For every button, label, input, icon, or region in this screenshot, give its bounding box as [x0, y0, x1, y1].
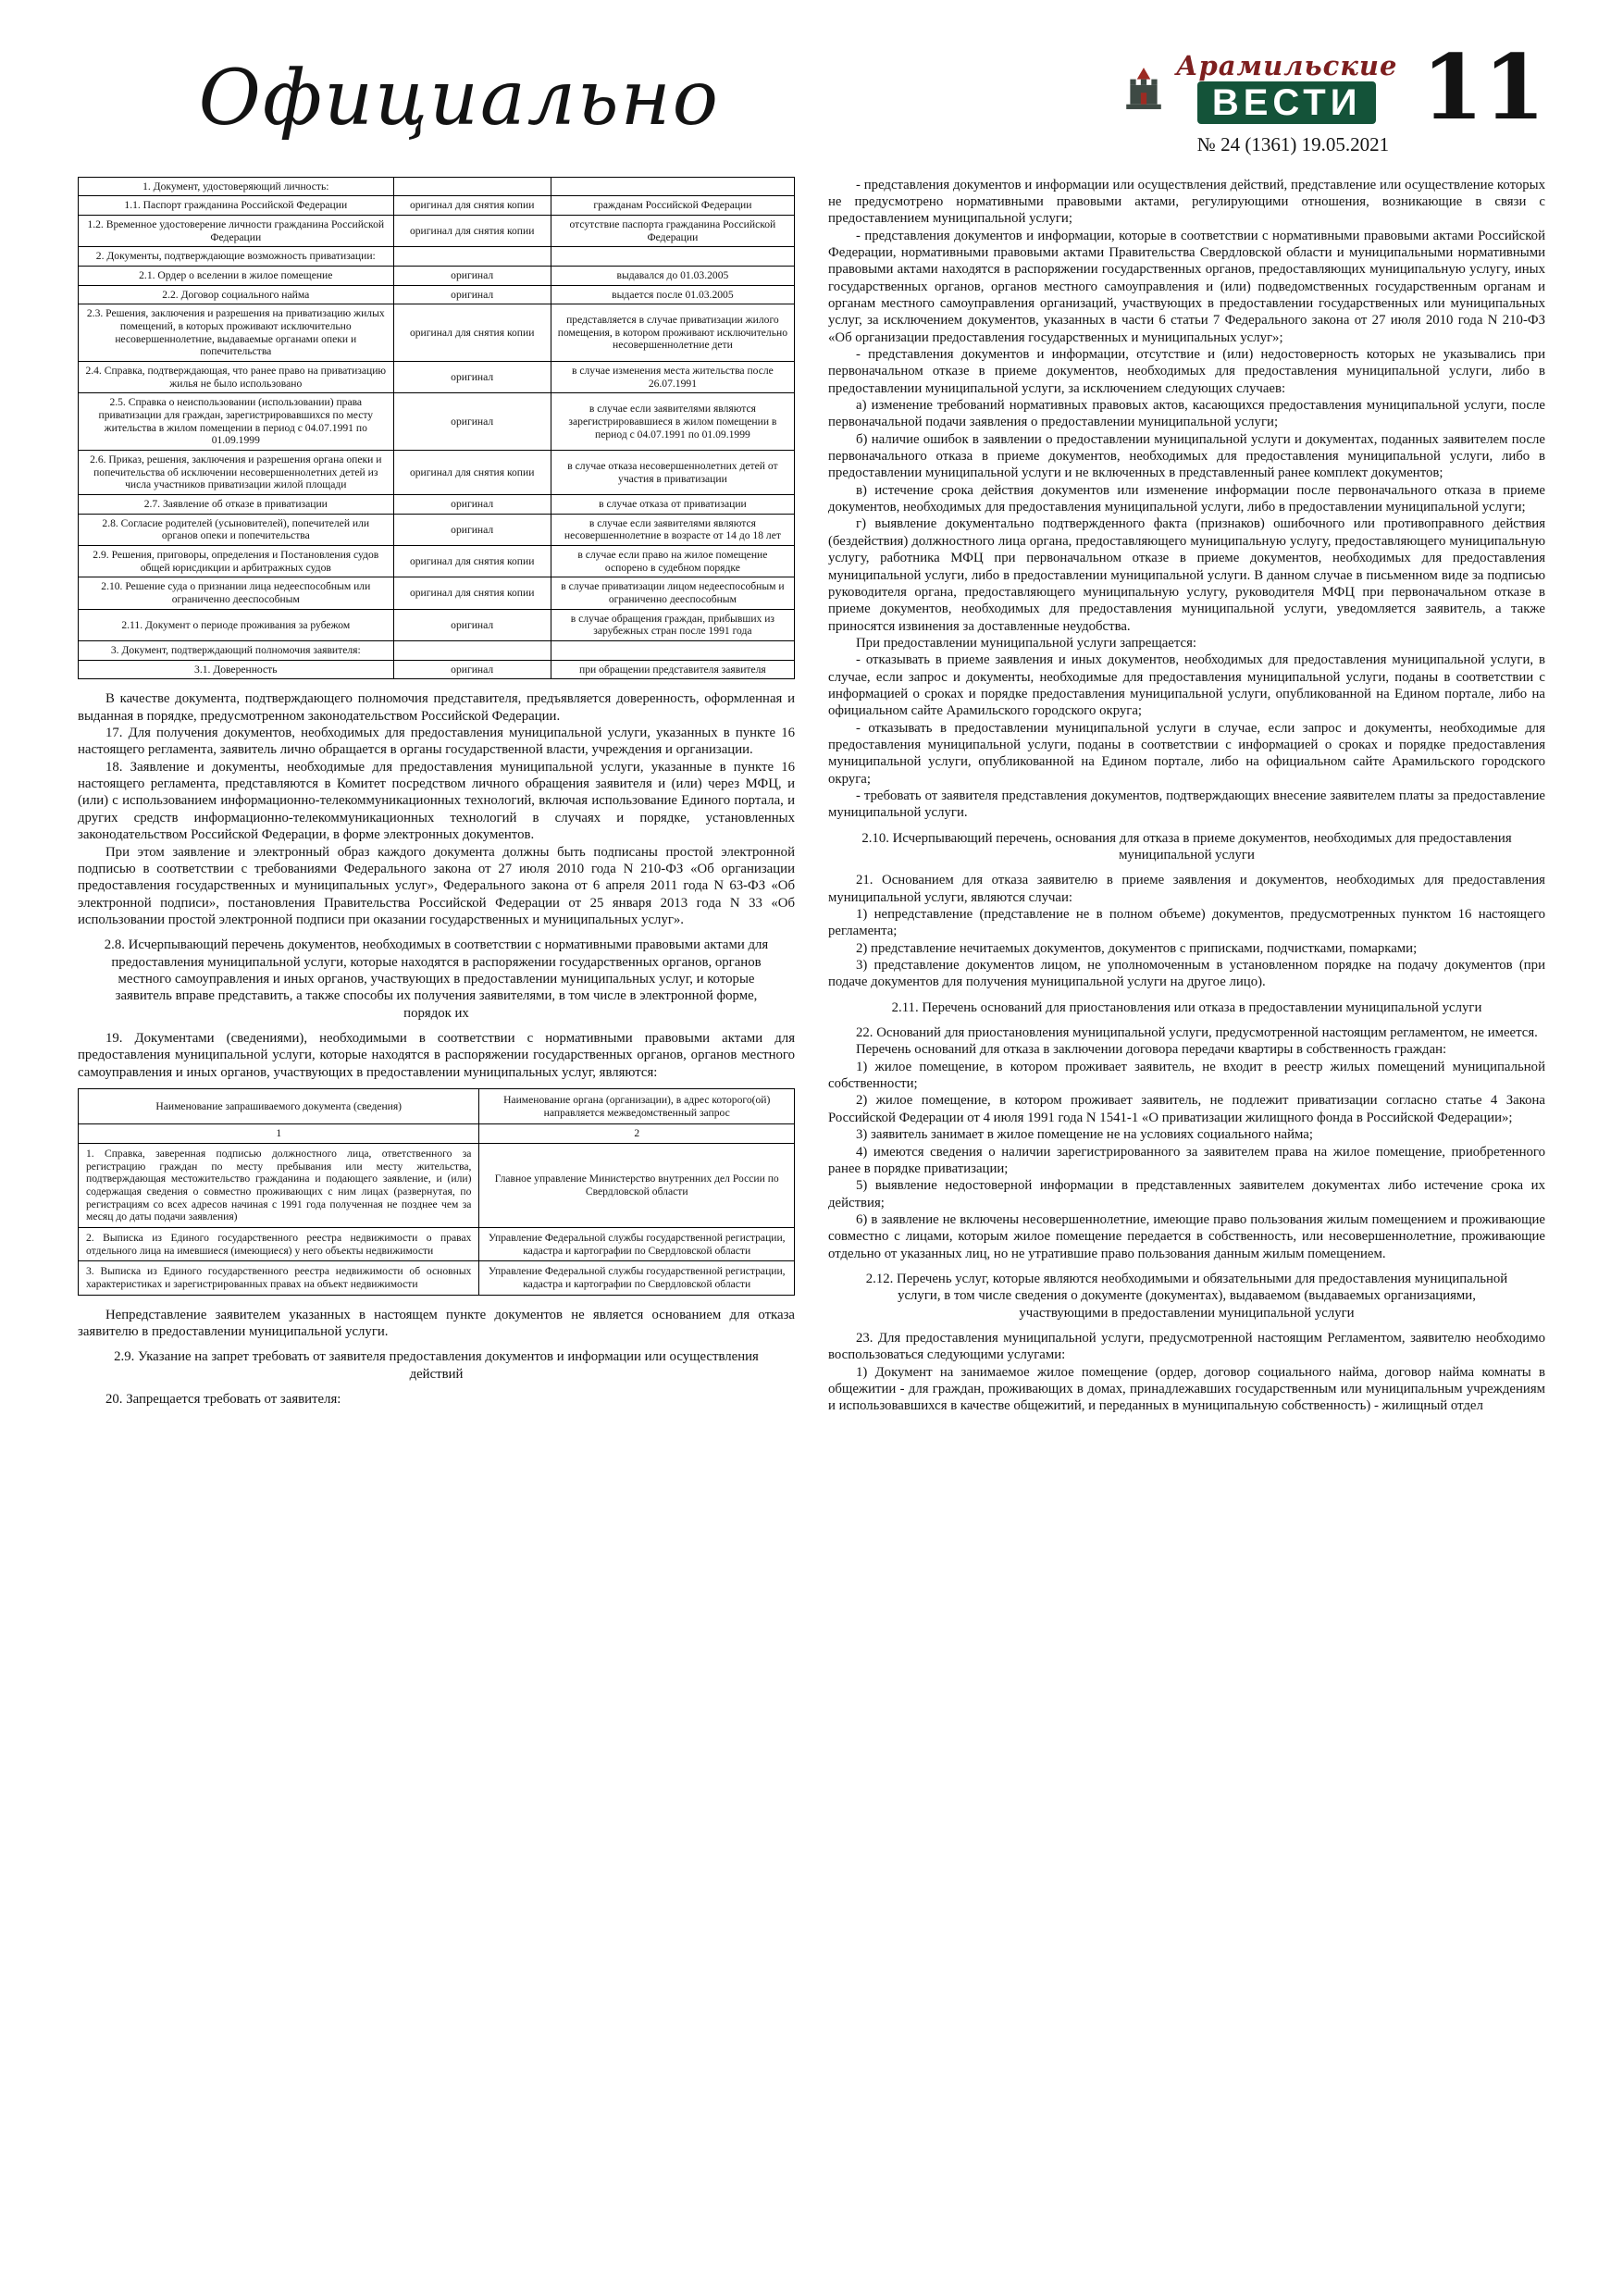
doc-condition-cell: в случае приватизации лицом недееспособным и ограниченно дееспособным [551, 577, 794, 609]
requested-document-cell: 1 [79, 1124, 479, 1144]
doc-form-cell [393, 641, 551, 661]
requested-document-cell: 1. Справка, заверенная подписью должностного лица, ответственного за регистрацию граждан по месту пребывания или месту жительства, подтверждающая местожительство гражданина и подающего заявление, и (или) содержащая сведения о совместно проживающих с ним лицах (развернутая, по регистрациям со всех адресов начиная с 1991 года полученная не позднее чем за месяц до даты подачи заявления) [79, 1144, 479, 1228]
paragraph: 4) имеются сведения о наличии зарегистрированного за заявителем права на жилое помещение, приобретенного ранее в порядке приватизации; [828, 1144, 1545, 1176]
doc-condition-cell: в случае обращения граждан, прибывших из зарубежных стран после 1991 года [551, 609, 794, 640]
interagency-request-row [79, 1124, 795, 1144]
doc-condition-cell: в случае если заявителями являются несовершеннолетние в возрасте от 14 до 18 лет [551, 514, 794, 545]
agency-cell: Управление Федеральной службы государственной регистрации, кадастра и картографии по Свердловской области [479, 1228, 795, 1261]
paragraph: 2.9. Указание на запрет требовать от заявителя предоставления документов и информации или осуществления действий [114, 1349, 759, 1382]
required-documents-row [79, 266, 795, 285]
agency-cell: Наименование органа (организации), в адрес которого(ой) направляется межведомственный запрос [479, 1088, 795, 1123]
paragraph: 1) Документ на занимаемое жилое помещение (ордер, договор социального найма, договор найма комнаты в общежитии - для граждан, проживающих в домах, принадлежавших государственным или муниципальным учреждениям и использовавшихся в качестве общежитий, и переданных в муниципальную собственность) - жилищный отдел [828, 1364, 1545, 1414]
doc-condition-cell [551, 177, 794, 196]
doc-name-cell: 2.6. Приказ, решения, заключения и разрешения органа опеки и попечительства об исключении несовершеннолетних детей из числа участников приватизации жилой площади [79, 451, 394, 495]
doc-form-cell: оригинал для снятия копии [393, 215, 551, 246]
paragraph: Перечень оснований для отказа в заключении договора передачи квартиры в собственность граждан: [856, 1042, 1447, 1058]
doc-form-cell: оригинал [393, 393, 551, 451]
doc-condition-cell: в случае изменения места жительства после 26.07.1991 [551, 361, 794, 392]
paragraph: - представления документов и информации, отсутствие и (или) недостоверность которых не указывались при первоначальном отказе в приеме документов, необходимых для предоставления муниципальной услуги, либо в предоставлении муниципальной услуги, за исключением следующих случаев: [828, 347, 1545, 396]
paragraph: 18. Заявление и документы, необходимые для предоставления муниципальной услуги, указанные в пункте 16 настоящего регламента, представляются в Комитет посредством личного обращения заявителя и (или) через МФЦ, и (или) с использованием информационно-телекоммуникационных технологий, включая использование Единого портала, и других средств информационно-телекоммуникационных технологий в случаях и порядке, установленных законодательством Российской Федерации, в форме электронных документов. [78, 759, 795, 843]
doc-condition-cell: при обращении представителя заявителя [551, 660, 794, 679]
doc-condition-cell: гражданам Российской Федерации [551, 196, 794, 216]
paragraph: 2.11. Перечень оснований для приостановления или отказа в предоставлении муниципальной услуги [891, 999, 1482, 1015]
requested-document-cell: 3. Выписка из Единого государственного реестра недвижимости об основных характеристиках и зарегистрированных правах на объект недвижимости [79, 1261, 479, 1295]
doc-form-cell: оригинал [393, 495, 551, 515]
paragraph: 23. Для предоставления муниципальной услуги, предусмотренной настоящим Регламентом, заявителю необходимо воспользоваться следующими услугами: [828, 1330, 1545, 1363]
paragraph: 1) жилое помещение, в котором проживает заявитель, не входит в реестр жилых помещений муниципальной собственности; [828, 1059, 1545, 1092]
doc-name-cell: 2.9. Решения, приговоры, определения и Постановления судов общей юрисдикции и арбитражных судов [79, 546, 394, 577]
section-title: Официально [198, 55, 721, 143]
doc-name-cell: 2.1. Ордер о вселении в жилое помещение [79, 266, 394, 285]
brand-name-bottom: ВЕСТИ [1197, 81, 1377, 124]
agency-cell: Управление Федеральной службы государственной регистрации, кадастра и картографии по Свердловской области [479, 1261, 795, 1295]
doc-condition-cell: выдается после 01.03.2005 [551, 285, 794, 304]
agency-cell: 2 [479, 1124, 795, 1144]
paragraph: 1) непредставление (представление не в полном объеме) документов, предусмотренных пунктом 16 настоящего регламента; [828, 907, 1545, 939]
doc-condition-cell: в случае отказа от приватизации [551, 495, 794, 515]
required-documents-row [79, 196, 795, 216]
required-documents-row [79, 660, 795, 679]
doc-name-cell: 1. Документ, удостоверяющий личность: [79, 177, 394, 196]
paragraph: а) изменение требований нормативных правовых актов, касающихся предоставления муниципальной услуги, после первоначальной подачи заявления о предоставлении муниципальной услуги; [828, 398, 1545, 430]
doc-condition-cell: в случае если право на жилое помещение оспорено в судебном порядке [551, 546, 794, 577]
paragraph: - представления документов и информации, которые в соответствии с нормативными правовыми актами Российской Федерации, нормативными правовыми актами Правительства Свердловской области и муниципальными нормативными правовыми актами находятся в распоряжении государственных органов, предоставляющих муниципальную услугу, иных государственных органов, органов местного самоуправления и (или) подведомственных государственным органам и органам местного самоуправления организаций, участвующих в предоставлении государственных или муниципальных услуг, за исключением документов, указанных в части 6 статьи 7 Федерального закона от 27 июля 2010 года N 210-ФЗ «Об организации предоставления государственных и муниципальных услуг»; [828, 228, 1545, 345]
doc-name-cell: 2. Документы, подтверждающие возможность приватизации: [79, 247, 394, 267]
paragraph: Непредставление заявителем указанных в настоящем пункте документов не является основанием для отказа заявителю в предоставлении муниципальной услуги. [78, 1307, 795, 1340]
paragraph: 19. Документами (сведениями), необходимыми в соответствии с нормативными правовыми актами для предоставления муниципальной услуги, которые находятся в распоряжении государственных органов, органов местного самоуправления и иных органов, участвующих в предоставлении муниципальных услуг, являются: [78, 1030, 795, 1080]
required-documents-row [79, 247, 795, 267]
doc-name-cell: 3. Документ, подтверждающий полномочия заявителя: [79, 641, 394, 661]
paragraph: - представления документов и информации или осуществления действий, представление или осуществление которых не предусмотрено нормативными правовыми актами, регулирующими отношения, возникающие в связи с предоставлением муниципальной услуги; [828, 177, 1545, 227]
doc-name-cell: 2.7. Заявление об отказе в приватизации [79, 495, 394, 515]
right-column [828, 177, 1545, 1415]
paragraph: 21. Основанием для отказа заявителю в приеме заявления и документов, необходимых для предоставления муниципальной услуги, являются случаи: [828, 873, 1545, 905]
paragraph: 2.12. Перечень услуг, которые являются необходимыми и обязательными для предоставления муниципальной услуги, в том числе сведения о документе (документах), выдаваемом (выдаваемых организациями, участвующими в предоставлении муниципальной услуги [865, 1271, 1508, 1321]
doc-condition-cell: в случае отказа несовершеннолетних детей от участия в приватизации [551, 451, 794, 495]
paragraph: 20. Запрещается требовать от заявителя: [105, 1392, 341, 1408]
doc-form-cell: оригинал [393, 361, 551, 392]
page-header [78, 35, 1545, 156]
interagency-request-row [79, 1228, 795, 1261]
doc-name-cell: 2.8. Согласие родителей (усыновителей), попечителей или органов опеки и попечительства [79, 514, 394, 545]
required-documents-row [79, 495, 795, 515]
paragraph: 2.10. Исчерпывающий перечень, основания для отказа в приеме документов, необходимых для предоставления муниципальной услуги [861, 830, 1512, 863]
doc-form-cell: оригинал [393, 514, 551, 545]
doc-form-cell: оригинал для снятия копии [393, 577, 551, 609]
brand-text [1175, 49, 1398, 124]
doc-condition-cell: отсутствие паспорта гражданина Российской Федерации [551, 215, 794, 246]
required-documents-table [78, 177, 795, 680]
required-documents-row [79, 577, 795, 609]
issue-line: № 24 (1361) 19.05.2021 [1196, 132, 1390, 155]
required-documents-row [79, 215, 795, 246]
required-documents-row [79, 514, 795, 545]
paragraph: б) наличие ошибок в заявлении о предоставлении муниципальной услуги и документах, поданных заявителем после первоначального отказа в приеме документов, необходимых для предоставления муниципальной услуги, либо в предоставлении муниципальной услуги и не включенных в представленный ранее комплект документов; [828, 431, 1545, 481]
required-documents-row [79, 546, 795, 577]
required-documents-row [79, 451, 795, 495]
brand-block [1124, 35, 1545, 156]
doc-name-cell: 2.3. Решения, заключения и разрешения на приватизацию жилых помещений, в которых проживают исключительно несовершеннолетние, выдаваемые органами опеки и попечительства [79, 304, 394, 362]
interagency-request-table [78, 1088, 795, 1296]
doc-form-cell: оригинал для снятия копии [393, 451, 551, 495]
required-documents-row [79, 609, 795, 640]
required-documents-row [79, 393, 795, 451]
requested-document-cell: 2. Выписка из Единого государственного реестра недвижимости о правах отдельного лица на имевшиеся (имеющиеся) у него объекты недвижимости [79, 1228, 479, 1261]
required-documents-row [79, 641, 795, 661]
paragraph: 3) представление документов лицом, не уполномоченным в установленном порядке на подачу документов (при подаче документов для получения муниципальной услуги на другое лицо). [828, 958, 1545, 990]
content-columns [78, 177, 1545, 1415]
doc-form-cell: оригинал для снятия копии [393, 546, 551, 577]
doc-form-cell: оригинал [393, 609, 551, 640]
paragraph: 5) выявление недостоверной информации в представленных заявителем документах либо истечение срока их действия; [828, 1178, 1545, 1210]
requested-document-cell: Наименование запрашиваемого документа (сведения) [79, 1088, 479, 1123]
paragraph: 6) в заявление не включены несовершеннолетние, имеющие право пользования жилым помещением и проживающие совместно с лицами, которым жилое помещение передается в собственность, или несовершеннолетние, проживающие отдельно от указанных лиц, но не утратившие право пользования данным жилым помещением. [828, 1211, 1545, 1261]
doc-form-cell: оригинал [393, 660, 551, 679]
paragraph: 22. Оснований для приостановления муниципальной услуги, предусмотренной настоящим регламентом, не имеется. [856, 1025, 1538, 1041]
doc-condition-cell [551, 641, 794, 661]
paragraph: - отказывать в предоставлении муниципальной услуги в случае, если запрос и документы, необходимые для предоставления муниципальной услуги, поданы в соответствии с информацией о сроках и порядке предоставления муниципальной услуги, опубликованной на Едином портале, либо на официальном сайте Арамильского городского округа; [828, 720, 1545, 787]
doc-form-cell: оригинал [393, 266, 551, 285]
agency-cell: Главное управление Министерство внутренних дел России по Свердловской области [479, 1144, 795, 1228]
interagency-request-row [79, 1144, 795, 1228]
doc-name-cell: 2.5. Справка о неиспользовании (использовании) права приватизации для граждан, зарегистрировавшихся по месту жительства в жилом помещении в период с 04.07.1991 по 01.09.1999 [79, 393, 394, 451]
paragraph: В качестве документа, подтверждающего полномочия представителя, предъявляется доверенность, оформленная и выданная в порядке, предусмотренном законодательством Российской Федерации. [78, 691, 795, 724]
required-documents-row [79, 304, 795, 362]
interagency-request-row [79, 1261, 795, 1295]
paragraph: 2.8. Исчерпывающий перечень документов, необходимых в соответствии с нормативными правовыми актами для предоставления муниципальной услуги, которые находятся в распоряжении государственных органов, органов местного самоуправления и иных органов, участвующих в предоставлении муниципальных услуг, и которые заявитель вправе представить, а также способы их получения заявителями, в том числе в электронной форме, порядок их [104, 937, 769, 1021]
interagency-request-row [79, 1088, 795, 1123]
doc-condition-cell: в случае если заявителями являются зарегистрировавшиеся в жилом помещении в период с 04.07.1991 по 01.09.1999 [551, 393, 794, 451]
paragraph: При этом заявление и электронный образ каждого документа должны быть подписаны простой электронной подписью в соответствии с требованиями Федерального закона от 27 июля 2010 года N 210-ФЗ «Об организации предоставления государственных и муниципальных услуг», Федерального закона от 6 апреля 2011 года N 63-ФЗ «Об электронной подписи», постановления Правительства Российской Федерации от 25 января 2013 года N 33 «Об использовании простой электронной подписи при оказании государственных и муниципальных услуг». [78, 844, 795, 927]
brand-main [1124, 35, 1545, 140]
required-documents-row [79, 285, 795, 304]
doc-name-cell: 1.2. Временное удостоверение личности гражданина Российской Федерации [79, 215, 394, 246]
brand-name-top: Арамильские [1175, 49, 1398, 81]
doc-name-cell: 1.1. Паспорт гражданина Российской Федерации [79, 196, 394, 216]
paragraph: 2) представление нечитаемых документов, документов с приписками, подчистками, помарками; [856, 940, 1418, 956]
paragraph: 3) заявитель занимает в жилое помещение не на условиях социального найма; [856, 1127, 1313, 1143]
doc-form-cell: оригинал для снятия копии [393, 304, 551, 362]
paragraph: 17. Для получения документов, необходимых для предоставления муниципальной услуги, указанных в пункте 16 настоящего регламента, заявитель лично обращается в органы государственной власти, учреждения и организации. [78, 726, 795, 758]
doc-name-cell: 2.10. Решение суда о признании лица недееспособным или ограниченно дееспособным [79, 577, 394, 609]
paragraph: 2) жилое помещение, в котором проживает заявитель, не подлежит приватизации согласно статье 4 Закона Российской Федерации от 4 июля 1991 года N 1541-1 «О приватизации жилищного фонда в Российской Федерации»; [828, 1093, 1545, 1125]
doc-name-cell: 2.4. Справка, подтверждающая, что ранее право на приватизацию жилья не было использовано [79, 361, 394, 392]
doc-form-cell: оригинал [393, 285, 551, 304]
doc-name-cell: 2.2. Договор социального найма [79, 285, 394, 304]
left-column [78, 177, 795, 1409]
paragraph: в) истечение срока действия документов или изменение информации после первоначального отказа в приеме документов, необходимых для предоставления муниципальной услуги, либо в предоставлении муниципальной услуги; [828, 482, 1545, 515]
paragraph: - отказывать в приеме заявления и иных документов, необходимых для предоставления муниципальной услуги, в случае, если запрос и документы, необходимые для предоставления муниципальной услуги, поданы в соответствии с информацией о сроках и порядке предоставления муниципальной услуги, опубликованной на Едином портале, либо на официальном сайте Арамильского городского округа; [828, 652, 1545, 719]
required-documents-row [79, 361, 795, 392]
aramil-emblem-icon [1124, 66, 1163, 110]
doc-form-cell [393, 247, 551, 267]
doc-name-cell: 2.11. Документ о периоде проживания за рубежом [79, 609, 394, 640]
doc-condition-cell: выдавался до 01.03.2005 [551, 266, 794, 285]
doc-name-cell: 3.1. Доверенность [79, 660, 394, 679]
doc-condition-cell [551, 247, 794, 267]
page-number: 11 [1421, 35, 1545, 140]
required-documents-row [79, 177, 795, 196]
paragraph: - требовать от заявителя представления документов, подтверждающих внесение заявителем платы за предоставление муниципальной услуги. [828, 788, 1545, 821]
doc-form-cell: оригинал для снятия копии [393, 196, 551, 216]
doc-condition-cell: представляется в случае приватизации жилого помещения, в котором проживают исключительно несовершеннолетние дети [551, 304, 794, 362]
doc-form-cell [393, 177, 551, 196]
paragraph: г) выявление документально подтвержденного факта (признаков) ошибочного или противоправного действия (бездействия) должностного лица органа, предоставляющего муниципальную услугу, предоставляющего муниципальную услугу, работника МФЦ при первоначальном отказе в приеме документов, необходимых для предоставления муниципальной услуги, либо в предоставлении муниципальной услуги. В данном случае в письменном виде за подписью руководителя органа, предоставляющего муниципальную услугу, руководителя МФЦ при первоначальном отказе в приеме документов, необходимых для предоставления муниципальной услуги, уведомляется заявитель, а также приносятся извинения за доставленные неудобства. [828, 516, 1545, 634]
paragraph: При предоставлении муниципальной услуги запрещается: [856, 635, 1196, 651]
